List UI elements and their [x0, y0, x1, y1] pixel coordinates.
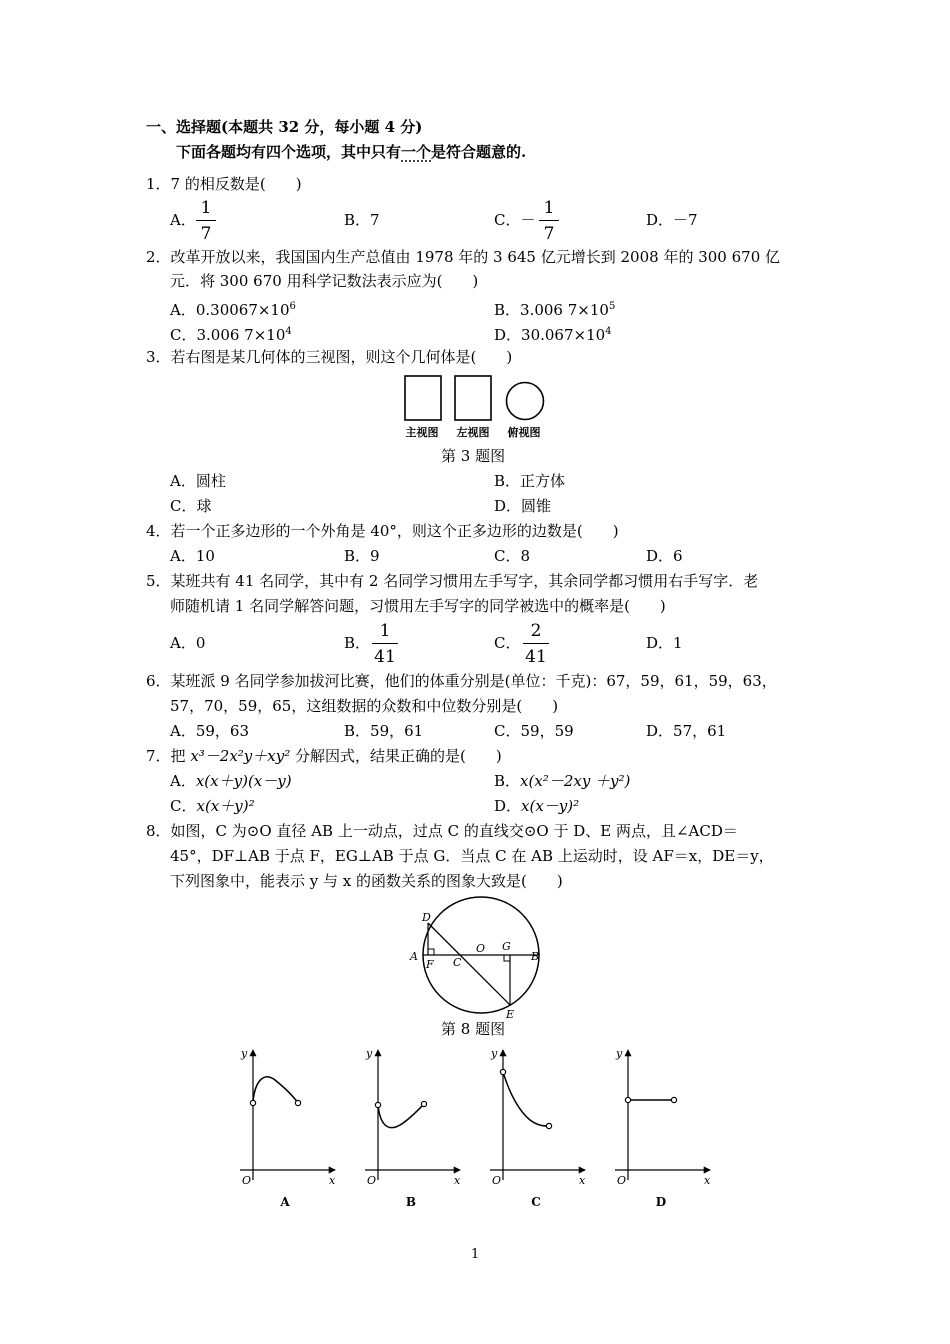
opt-exp: 5 — [608, 301, 616, 312]
q7-expression: x³－2x²y＋xy² — [190, 747, 291, 765]
q8-stem-line2: 45°，DF⊥AB 于点 F，EG⊥AB 于点 G．当点 C 在 AB 上运动时，设 AF＝x，DE＝y， — [170, 847, 774, 865]
opt-exp: 6 — [289, 301, 296, 312]
opt-expr: x(x＋y)² — [196, 797, 255, 815]
opt-text: A．0.30067×10 — [170, 301, 290, 319]
opt-expr: x(x＋y)(x－y) — [195, 772, 292, 790]
q3-option-b: B．正方体 — [494, 472, 566, 490]
section-instruction — [176, 143, 526, 161]
y-label: y — [616, 1047, 623, 1060]
graph-label: D — [655, 1195, 667, 1209]
graph-label: C — [531, 1195, 541, 1209]
q5-option-c-fraction — [523, 621, 549, 667]
q8-stem-line3: 下列图象中，能表示 y 与 x 的函数关系的图象大致是( ) — [170, 872, 563, 890]
frac-den: 7 — [200, 224, 212, 244]
label-c: C — [453, 956, 462, 969]
opt-text: D．30.067×10 — [494, 326, 606, 344]
section-title: 一、选择题(本题共 32 分，每小题 4 分) — [146, 118, 423, 136]
opt-text: B．3.006 7×10 — [494, 301, 609, 319]
label-a: A — [410, 950, 418, 963]
label-o: O — [476, 942, 486, 955]
frac-den: 41 — [525, 647, 547, 667]
page-number: 1 — [471, 1247, 480, 1262]
q3-three-views-figure — [0, 370, 950, 450]
opt-text: C．3.006 7×10 — [170, 326, 286, 344]
open-point — [250, 1100, 255, 1105]
frac-den: 41 — [374, 647, 396, 667]
open-point — [421, 1101, 426, 1106]
q3-option-a: A．圆柱 — [170, 472, 226, 490]
q3-stem: 3．若右图是某几何体的三视图，则这个几何体是( ) — [146, 348, 513, 366]
graph-label: A — [280, 1195, 290, 1209]
q1-option-a-label: A． — [170, 211, 196, 229]
origin-label: O — [492, 1174, 502, 1187]
frac-num: 2 — [530, 621, 542, 641]
q2-stem-line2: 元．将 300 670 用科学记数法表示应为( ) — [170, 272, 479, 290]
q2-option-a — [170, 298, 296, 319]
q6-stem-line2: 57，70，59，65，这组数据的众数和中位数分别是( ) — [170, 697, 559, 715]
q6-option-b: B．59，61 — [344, 722, 424, 740]
opt-exp: 4 — [605, 326, 612, 337]
q1-option-c-fraction — [539, 198, 559, 244]
q2-option-d — [494, 323, 612, 344]
instruction-pre: 下面各题均有四个选项，其中只有 — [176, 143, 402, 161]
frac-num: 1 — [200, 198, 212, 218]
q6-option-a: A．59，63 — [170, 722, 250, 740]
x-label: x — [704, 1174, 711, 1187]
origin-label: O — [242, 1174, 252, 1187]
open-point — [625, 1097, 630, 1102]
graph-c — [490, 1047, 586, 1209]
open-point — [546, 1123, 551, 1128]
q3-option-c: C．球 — [170, 497, 212, 515]
frac-bar — [196, 220, 216, 221]
opt-label: D． — [494, 797, 522, 815]
front-view-rect — [405, 376, 441, 420]
label-g: G — [502, 940, 511, 953]
opt-label: A． — [170, 772, 196, 790]
q1-option-c-label: C．－ — [494, 211, 536, 229]
q8-circle-figure — [0, 905, 950, 1025]
right-angle-g — [504, 955, 510, 961]
origin-label: O — [617, 1174, 627, 1187]
q1-option-b: B．7 — [344, 211, 380, 229]
q7-option-b — [494, 772, 630, 790]
label-d: D — [422, 911, 431, 924]
q7-stem-post: 分解因式，结果正确的是( ) — [290, 747, 502, 765]
q4-option-a: A．10 — [170, 547, 215, 565]
q2-stem-line1: 2．改革开放以来，我国国内生产总值由 1978 年的 3 645 亿元增长到 2008 年的 300 670 亿 — [146, 248, 781, 266]
q5-stem-line2: 师随机请 1 名同学解答问题，习惯用左手写字的同学被选中的概率是( ) — [170, 597, 666, 615]
open-point — [375, 1102, 380, 1107]
y-label: y — [366, 1047, 373, 1060]
q5-stem-line1: 5．某班共有 41 名同学，其中有 2 名同学习惯用左手写字，其余同学都习惯用右手写字．老 — [146, 572, 759, 590]
frac-bar — [523, 643, 549, 644]
left-view-rect — [455, 376, 491, 420]
top-view-label: 俯视图 — [507, 426, 541, 439]
instruction-post: 是符合题意的. — [431, 143, 527, 161]
label-f: F — [426, 958, 434, 971]
q1-stem: 1．7 的相反数是( ) — [146, 175, 302, 193]
opt-expr: x(x－y)² — [521, 797, 580, 815]
q7-stem — [146, 747, 502, 765]
x-label: x — [579, 1174, 586, 1187]
q7-option-d — [494, 797, 579, 815]
graph-a — [240, 1047, 336, 1209]
q8-option-graphs — [0, 1040, 950, 1210]
label-e: E — [506, 1008, 515, 1021]
opt-label: B． — [494, 772, 521, 790]
opt-expr: x(x²－2xy ＋y²) — [520, 772, 631, 790]
q4-stem: 4．若一个正多边形的一个外角是 40°，则这个正多边形的边数是( ) — [146, 522, 619, 540]
left-view-label: 左视图 — [456, 426, 490, 439]
q5-option-d: D．1 — [646, 634, 683, 652]
opt-exp: 4 — [285, 326, 292, 337]
curve — [503, 1072, 549, 1126]
graph-b — [365, 1047, 461, 1209]
q5-option-a: A．0 — [170, 634, 206, 652]
frac-bar — [539, 220, 559, 221]
front-view-label: 主视图 — [405, 426, 439, 439]
q4-option-d: D．6 — [646, 547, 683, 565]
open-point — [295, 1100, 300, 1105]
top-view-circle — [507, 383, 544, 420]
instruction-emph: 一个 — [401, 143, 432, 161]
label-b: B — [531, 950, 540, 963]
q7-option-c — [170, 797, 255, 815]
q8-stem-line1: 8．如图，C 为⊙O 直径 AB 上一动点，过点 C 的直线交⊙O 于 D、E 两点，且∠ACD＝ — [146, 822, 738, 840]
q2-option-b — [494, 298, 615, 319]
q3-caption: 第 3 题图 — [441, 447, 506, 465]
q5-option-b-fraction — [372, 621, 398, 667]
q3-option-d: D．圆锥 — [494, 497, 552, 515]
q1-option-d: D．－7 — [646, 211, 698, 229]
x-label: x — [329, 1174, 336, 1187]
q7-option-a — [170, 772, 292, 790]
q8-caption: 第 8 题图 — [441, 1020, 506, 1038]
q6-option-c: C．59，59 — [494, 722, 574, 740]
open-point — [500, 1069, 505, 1074]
q4-option-b: B．9 — [344, 547, 380, 565]
frac-num: 1 — [379, 621, 391, 641]
y-label: y — [241, 1047, 248, 1060]
y-label: y — [491, 1047, 498, 1060]
open-point — [671, 1097, 676, 1102]
q2-option-c — [170, 323, 292, 344]
chord-de — [428, 923, 510, 1005]
q4-option-c: C．8 — [494, 547, 531, 565]
opt-label: C． — [170, 797, 197, 815]
q5-option-b-label: B． — [344, 634, 371, 652]
curve — [378, 1104, 424, 1128]
q1-option-a-fraction — [196, 198, 216, 244]
curve — [253, 1077, 298, 1103]
frac-num: 1 — [543, 198, 555, 218]
q7-stem-pre: 7．把 — [146, 747, 191, 765]
right-angle-f — [428, 949, 434, 955]
origin-label: O — [367, 1174, 377, 1187]
q6-option-d: D．57，61 — [646, 722, 727, 740]
frac-bar — [372, 643, 398, 644]
frac-den: 7 — [543, 224, 555, 244]
x-label: x — [454, 1174, 461, 1187]
graph-label: B — [405, 1195, 417, 1209]
q6-stem-line1: 6．某班派 9 名同学参加拔河比赛，他们的体重分别是(单位：千克)：67，59，61，59，63， — [146, 672, 777, 690]
q5-option-c-label: C． — [494, 634, 521, 652]
graph-d — [615, 1047, 711, 1209]
